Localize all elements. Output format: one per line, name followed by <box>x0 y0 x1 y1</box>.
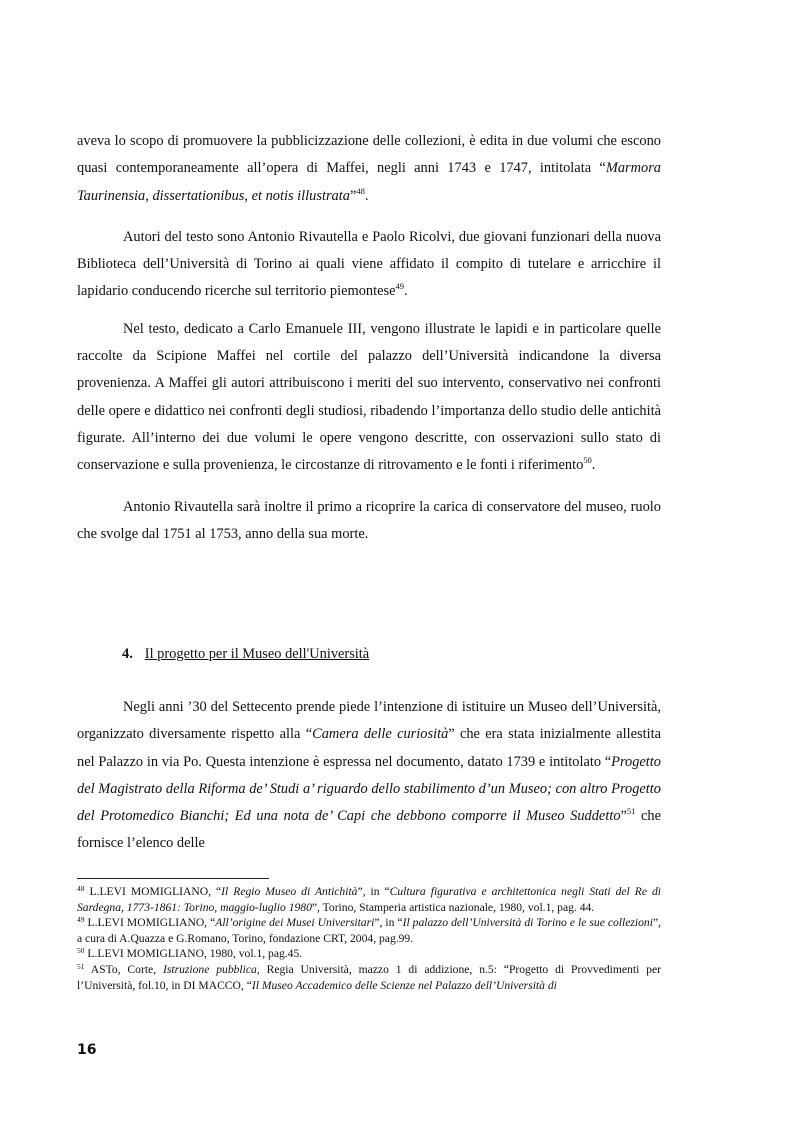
footnotes <box>77 884 661 993</box>
section-title: Il progetto per il Museo dell'Università <box>144 646 370 662</box>
footnote-49: $^{49}$ L.LEVI MOMIGLIANO, “All’origine dei Musei Universitari”, in “Il palazzo dell’Università di Torino e le sue collezioni”, a cura di A.Quazza e G.Romano, Torino, fondazione CRT, 2004, pag.99. <box>77 915 661 945</box>
footnote-ref-48[interactable]: 48 <box>356 185 365 196</box>
footnote-separator <box>77 878 269 879</box>
page-number: 16 <box>77 1042 97 1058</box>
footnote-ref-51[interactable]: 51 <box>626 806 636 817</box>
footnote-ref-50[interactable]: 50 <box>583 455 592 466</box>
body-text-section <box>77 694 661 858</box>
section-number: 4. <box>122 646 133 662</box>
section-heading <box>122 646 369 663</box>
paragraph-1: aveva lo scopo di promuovere la pubblicizzazione delle collezioni, è edita in due volumi che escono quasi contemporaneamente all’opera di Maffei, negli anni 1743 e 1747, intitolata “Marmora Taurinensia, dissertationibus, et notis illustrata”$^{48}$. <box>77 133 661 204</box>
paragraph-2: Autori del testo sono Antonio Rivautella e Paolo Ricolvi, due giovani funzionari della nuova Biblioteca dell’Università di Torino ai quali viene affidato il compito di tutelare e arricchire il lapidario conducendo ricerche sul territorio piemontese$^{49}$. <box>77 228 661 300</box>
body-text <box>77 128 661 548</box>
footnote-48: $^{48}$ L.LEVI MOMIGLIANO, “Il Regio Museo di Antichità”, in “Cultura figurativa e architettonica negli Stati del Re di Sardegna, 1773-1861: Torino, maggio-luglio 1980”, Torino, Stamperia artistica nazionale, 1980, vol.1, pag. 44. <box>77 884 661 914</box>
footnote-ref-49[interactable]: 49 <box>395 281 404 292</box>
footnote-51: $^{51}$ ASTo, Corte, Istruzione pubblica, Regia Università, mazzo 1 di addizione, n.5: “Progetto di Provvedimenti per l’Università, fol.10, in DI MACCO, “Il Museo Accademico delle Scienze nel Palazzo dell’Università di <box>77 961 661 992</box>
footnote-50: $^{50}$ L.LEVI MOMIGLIANO, 1980, vol.1, pag.45. <box>77 946 303 961</box>
paragraph-3: Nel testo, dedicato a Carlo Emanuele III, vengono illustrate le lapidi e in particolare quelle raccolte da Scipione Maffei nel cortile del palazzo dell’Università indicandone la diversa provenienza. A Maffei gli autori attribuiscono i meriti del suo intervento, conservativo nei confronti delle opere e didattico nei confronti degli studiosi, ribadendo l’importanza dello studio delle antichità figurate. All’interno dei due volumi le opere vengono descritte, con osservazioni sullo stato di conservazione e sulla provenienza, le circostanze di ritrovamento e le fonti i riferimento$^{50}$. <box>77 320 661 474</box>
paragraph-4: Antonio Rivautella sarà inoltre il primo a ricoprire la carica di conservatore del museo, ruolo che svolge dal 1751 al 1753, anno della sua morte. <box>77 498 661 542</box>
paragraph-5: Negli anni ’30 del Settecento prende piede l’intenzione di istituire un Museo dell’Università, organizzato diversamente rispetto alla “Camera delle curiosità” che era stata inizialmente allestita nel Palazzo in via Po. Questa intenzione è espressa nel documento, datato 1739 e intitolato “Progetto del Magistrato della Riforma de’ Studi a’ riguardo dello stabilimento d’un Museo; con altro Progetto del Protomedico Bianchi; Ed una nota de’ Capi che debbono comporre il Museo Suddetto”$^{51}$ che fornisce l’elenco delle <box>77 699 661 852</box>
